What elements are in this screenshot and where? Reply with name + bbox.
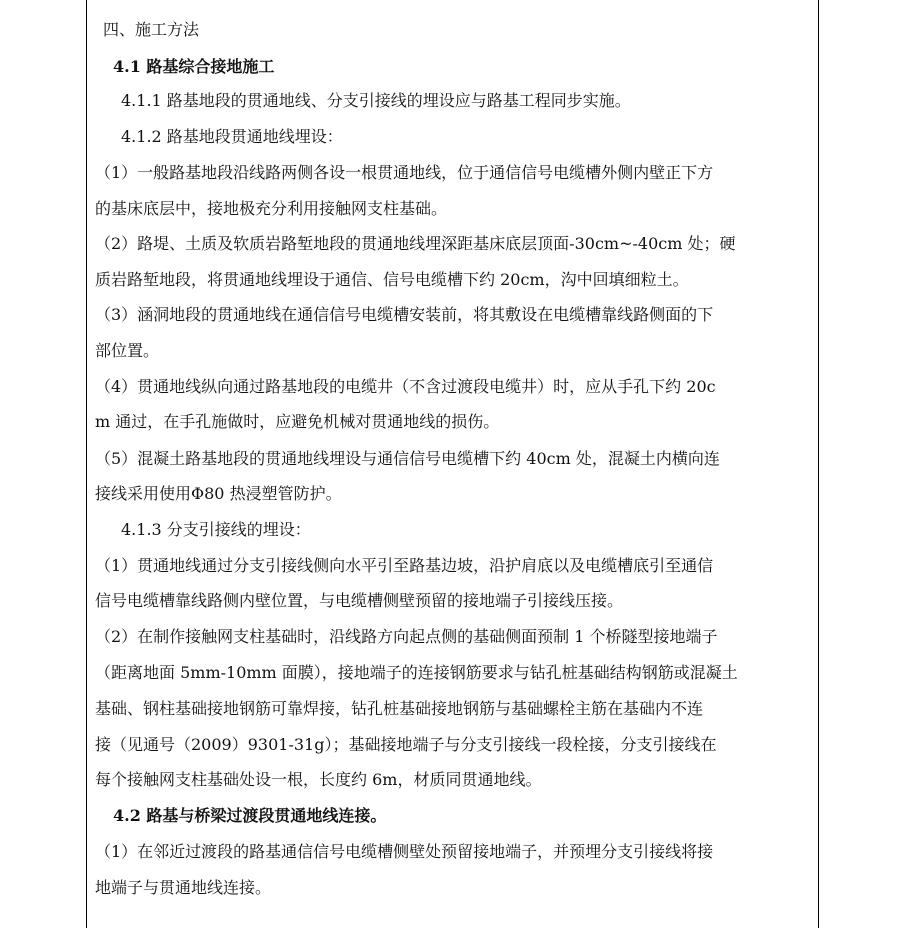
sub-2-line-4: 接（见通号（2009）9301-31g）；基础接地端子与分支引接线一段栓接，分支引接线在 bbox=[95, 735, 717, 754]
item-1-line-2: 的基床底层中，接地极充分利用接触网支柱基础。 bbox=[95, 199, 448, 218]
section-title: 四、施工方法 bbox=[103, 20, 200, 39]
para-4-1-3: 4.1.3 分支引接线的埋设： bbox=[121, 520, 311, 539]
sub-2-line-5: 每个接触网支柱基础处设一根，长度约 6m，材质同贯通地线。 bbox=[95, 770, 542, 789]
item-4-line-2: m 通过，在手孔施做时，应避免机械对贯通地线的损伤。 bbox=[95, 412, 500, 431]
para-4-1-1: 4.1.1 路基地段的贯通地线、分支引接线的埋设应与路基工程同步实施。 bbox=[121, 91, 631, 110]
heading-4-2: 4.2 路基与桥梁过渡段贯通地线连接。 bbox=[113, 806, 387, 825]
sub-2-line-2: （距离地面 5mm-10mm 面膜），接地端子的连接钢筋要求与钻孔桩基础结构钢筋或混凝土 bbox=[95, 663, 738, 682]
s42-item-1-line-1: （1）在邻近过渡段的路基通信信号电缆槽侧壁处预留接地端子，并预埋分支引接线将接 bbox=[95, 842, 714, 861]
item-5-line-1: （5）混凝土路基地段的贯通地线埋设与通信信号电缆槽下约 40cm 处，混凝土内横向连 bbox=[95, 449, 720, 468]
sub-1-line-1: （1）贯通地线通过分支引接线侧向水平引至路基边坡，沿护肩底以及电缆槽底引至通信 bbox=[95, 556, 714, 575]
item-5-line-2: 接线采用使用Φ80 热浸塑管防护。 bbox=[95, 484, 342, 503]
sub-2-line-3: 基础、钢柱基础接地钢筋可靠焊接，钻孔桩基础接地钢筋与基础螺栓主筋在基础内不连 bbox=[95, 699, 704, 718]
para-4-1-2: 4.1.2 路基地段贯通地线埋设： bbox=[121, 127, 343, 146]
item-3-line-2: 部位置。 bbox=[95, 341, 160, 360]
sub-2-line-1: （2）在制作接触网支柱基础时，沿线路方向起点侧的基础侧面预制 1 个桥隧型接地端子 bbox=[95, 627, 718, 646]
item-1-line-1: （1）一般路基地段沿线路两侧各设一根贯通地线，位于通信信号电缆槽外侧内壁正下方 bbox=[95, 163, 714, 182]
s42-item-1-line-2: 地端子与贯通地线连接。 bbox=[95, 878, 272, 897]
sub-1-line-2: 信号电缆槽靠线路侧内壁位置，与电缆槽侧壁预留的接地端子引接线压接。 bbox=[95, 591, 624, 610]
item-4-line-1: （4）贯通地线纵向通过路基地段的电缆井（不含过渡段电缆井）时，应从手孔下约 20c bbox=[95, 377, 716, 396]
heading-4-1: 4.1 路基综合接地施工 bbox=[113, 57, 275, 76]
item-3-line-1: （3）涵洞地段的贯通地线在通信信号电缆槽安装前，将其敷设在电缆槽靠线路侧面的下 bbox=[95, 305, 714, 324]
item-2-line-1: （2）路堤、土质及软质岩路堑地段的贯通地线埋深距基床底层顶面-30cm~-40cm 处；硬 bbox=[95, 234, 736, 253]
item-2-line-2: 质岩路堑地段，将贯通地线埋设于通信、信号电缆槽下约 20cm，沟中回填细粒土。 bbox=[95, 270, 689, 289]
